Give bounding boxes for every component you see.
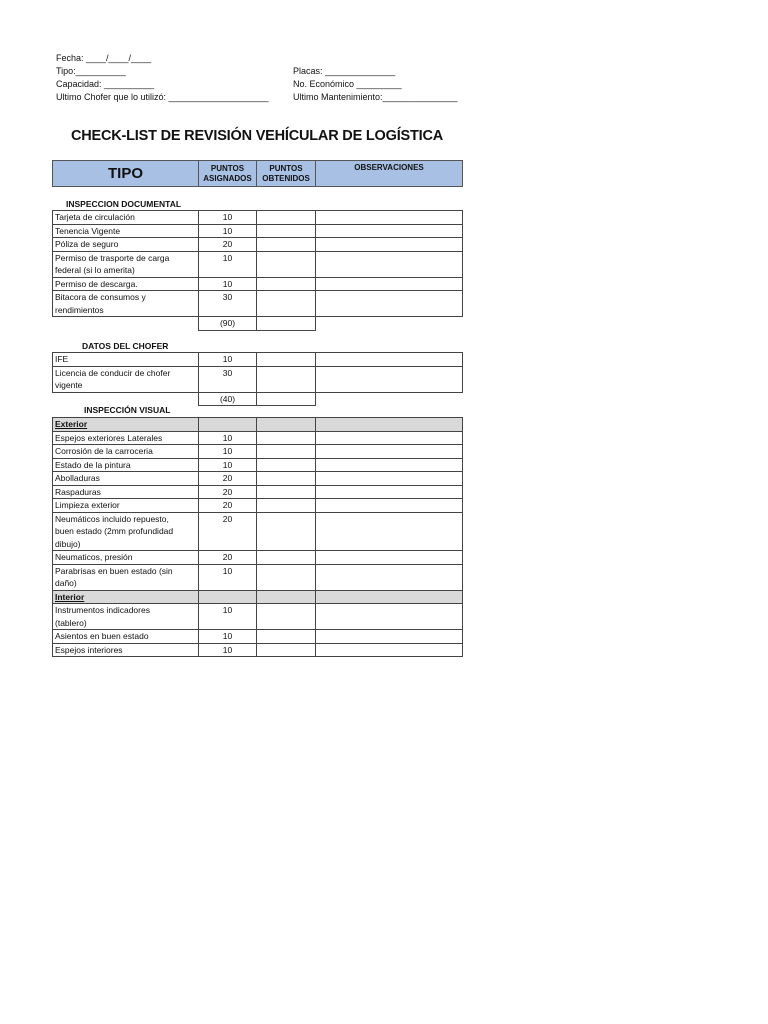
total-documental: (90) (199, 317, 257, 331)
table-documental (52, 210, 463, 331)
header-observaciones: OBSERVACIONES (316, 161, 463, 187)
table-row: Instrumentos indicadores (tablero) 10 (53, 604, 463, 630)
header-puntos-asignados: PUNTOS ASIGNADOS (199, 161, 257, 187)
table-row: IFE 10 (53, 353, 463, 367)
total-row (53, 392, 463, 406)
capacidad-field: Capacidad: __________ (56, 79, 155, 89)
table-row: Permiso de trasporte de carga federal (si lo amerita) 10 (53, 251, 463, 277)
header-tipo: TIPO (53, 161, 199, 187)
section-title-documental: INSPECCION DOCUMENTAL (66, 199, 182, 209)
header-puntos-obtenidos: PUNTOS OBTENIDOS (257, 161, 316, 187)
total-row (53, 317, 463, 331)
table-row: Neumáticos incluido repuesto, buen estado (2mm profundidad dibujo) 20 (53, 512, 463, 551)
table-chofer (52, 352, 463, 406)
subhead-exterior: Exterior (53, 418, 463, 432)
table-row: Raspaduras 20 (53, 485, 463, 499)
table-row: Abolladuras 20 (53, 472, 463, 486)
total-chofer: (40) (199, 392, 257, 406)
table-row: Neumaticos, presión 20 (53, 551, 463, 565)
table-row: Póliza de seguro 20 (53, 238, 463, 252)
table-row: Estado de la pintura 10 (53, 458, 463, 472)
table-row: Licencia de conducir de chofer vigente 30 (53, 366, 463, 392)
table-row: Corrosión de la carroceria 10 (53, 445, 463, 459)
fecha-field: Fecha: ____/____/____ (56, 53, 152, 63)
placas-field: Placas: ______________ (293, 66, 396, 76)
table-row: Tenencia Vigente 10 (53, 224, 463, 238)
table-row: Tarjeta de circulación 10 (53, 211, 463, 225)
column-header (52, 160, 463, 187)
section-title-chofer: DATOS DEL CHOFER (82, 341, 169, 351)
tipo-field: Tipo:__________ (56, 66, 126, 76)
no-economico-field: No. Económico _________ (293, 79, 402, 89)
subhead-interior: Interior (53, 590, 463, 604)
table-row: Parabrisas en buen estado (sin daño) 10 (53, 564, 463, 590)
document-title: CHECK-LIST DE REVISIÓN VEHÍCULAR DE LOGÍSTICA (70, 128, 444, 144)
section-title-visual: INSPECCIÓN VISUAL (84, 405, 171, 415)
table-row: Limpieza exterior 20 (53, 499, 463, 513)
table-row: Bitacora de consumos y rendimientos 30 (53, 291, 463, 317)
table-row: Asientos en buen estado 10 (53, 630, 463, 644)
ultimo-mantenimiento-field: Ultimo Mantenimiento:_______________ (293, 92, 458, 102)
table-row: Espejos interiores 10 (53, 643, 463, 657)
table-visual (52, 417, 463, 657)
table-row: Permiso de descarga. 10 (53, 277, 463, 291)
ultimo-chofer-field: Ultimo Chofer que lo utilizó: ____________________ (56, 92, 269, 102)
table-row: Espejos exteriores Laterales 10 (53, 431, 463, 445)
